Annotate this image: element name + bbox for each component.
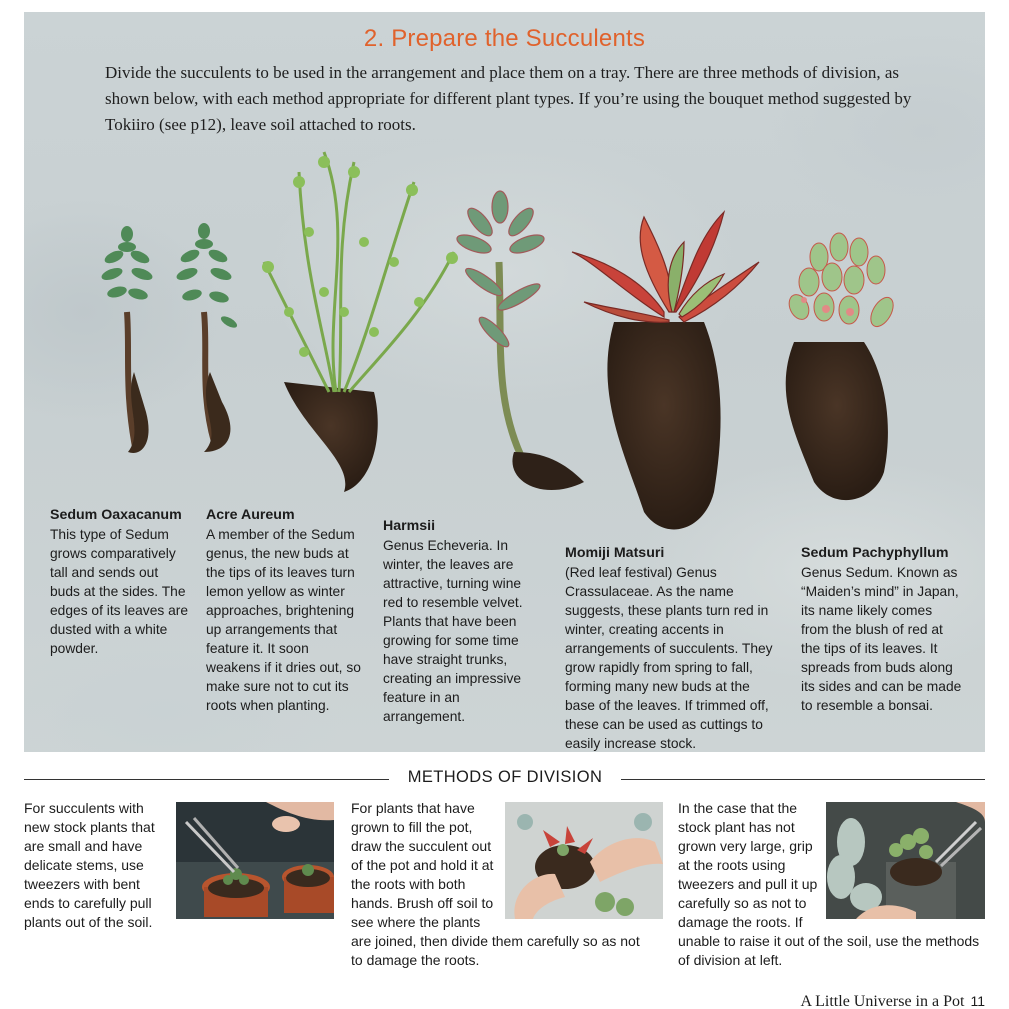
caption-text: (Red leaf festival) Genus Crassulaceae. As the name suggests, these plants turn red in winter, creating accents in arrangements of succulents. They grow rapidly from spring to fall, forming many new buds at the base of the leaves. If trimmed off, these can be used as cuttings to easily increase stock. xyxy=(565,565,773,751)
sedum-oaxacanum-plant xyxy=(100,226,154,453)
momiji-matsuri-plant xyxy=(572,212,759,529)
method-2-photo xyxy=(505,802,663,919)
acre-aureum-plant xyxy=(262,152,458,492)
harmsii-plant xyxy=(455,191,584,490)
heading-rule-right xyxy=(621,779,985,780)
method-1-photo xyxy=(176,802,334,919)
caption-title: Acre Aureum xyxy=(206,507,295,523)
book-title: A Little Universe in a Pot xyxy=(800,993,965,1009)
method-1-text: For succulents with new stock plants that are small and have delicate stems, use tweezers with bent ends to carefully pull plants out of the soil. xyxy=(24,800,155,930)
method-2-text: For plants that have grown to fill the pot, draw the succulent out of the pot and hold it at the roots with both hands. Brush off soil to see where the plants are joined, then divide them carefully so as not to damage the roots. xyxy=(351,800,640,968)
page-title: 2. Prepare the Succulents xyxy=(363,25,646,52)
caption-text: Genus Sedum. Known as “Maiden’s mind” in Japan, its name likely comes from the blush of red at the tips of its leaves. It spreads from buds along its sides and can be made to resemble a bonsai. xyxy=(801,565,962,713)
caption-momiji-matsuri xyxy=(565,544,783,752)
sedum-oaxacanum-plant-2 xyxy=(175,223,239,452)
page-number: 11 xyxy=(970,993,985,1009)
hands-dividing-image xyxy=(505,802,663,919)
methods-heading xyxy=(24,766,985,790)
heading-rule-left xyxy=(24,779,389,780)
caption-sedum-oaxacanum xyxy=(50,506,190,658)
caption-harmsii xyxy=(383,517,541,726)
caption-title: Harmsii xyxy=(383,518,436,534)
sedum-pachyphyllum-plant xyxy=(785,233,897,500)
main-photo xyxy=(24,12,985,752)
methods-heading-label: METHODS OF DIVISION xyxy=(407,768,603,786)
caption-text: This type of Sedum grows comparatively tall and sends out buds at the sides. The edges of its leaves are dusted with a white powder. xyxy=(50,527,189,656)
caption-title: Sedum Pachyphyllum xyxy=(801,545,949,561)
caption-title: Momiji Matsuri xyxy=(565,545,665,561)
caption-text: Genus Echeveria. In winter, the leaves are attractive, turning wine red to resemble velvet. Plants that have been growing for some time have straight trunks, creating an impressive feature in an arrangement. xyxy=(383,538,523,724)
caption-sedum-pachyphyllum xyxy=(801,544,963,715)
intro-paragraph: Divide the succulents to be used in the arrangement and place them on a tray. There are three methods of division, as shown below, with each method appropriate for different plant types. If you’re using the bouquet method suggested by Tokiiro (see p12), leave soil attached to roots. xyxy=(105,63,912,134)
caption-acre-aureum xyxy=(206,506,364,715)
page-footer xyxy=(800,993,985,1009)
caption-text: A member of the Sedum genus, the new buds at the tips of its leaves turn lemon yellow as winter approaches, brightening up arrangements that feature it. It soon weakens if it dries out, so make sure not to cut its roots when planting. xyxy=(206,527,361,713)
caption-title: Sedum Oaxacanum xyxy=(50,507,182,523)
tweezers-pots-image xyxy=(176,802,334,919)
method-3-text: In the case that the stock plant has not grown very large, grip at the roots using tweezers and pull it up carefully so as not to damage the roots. If unable to raise it out of the soil, use the methods of division at left. xyxy=(678,800,980,968)
